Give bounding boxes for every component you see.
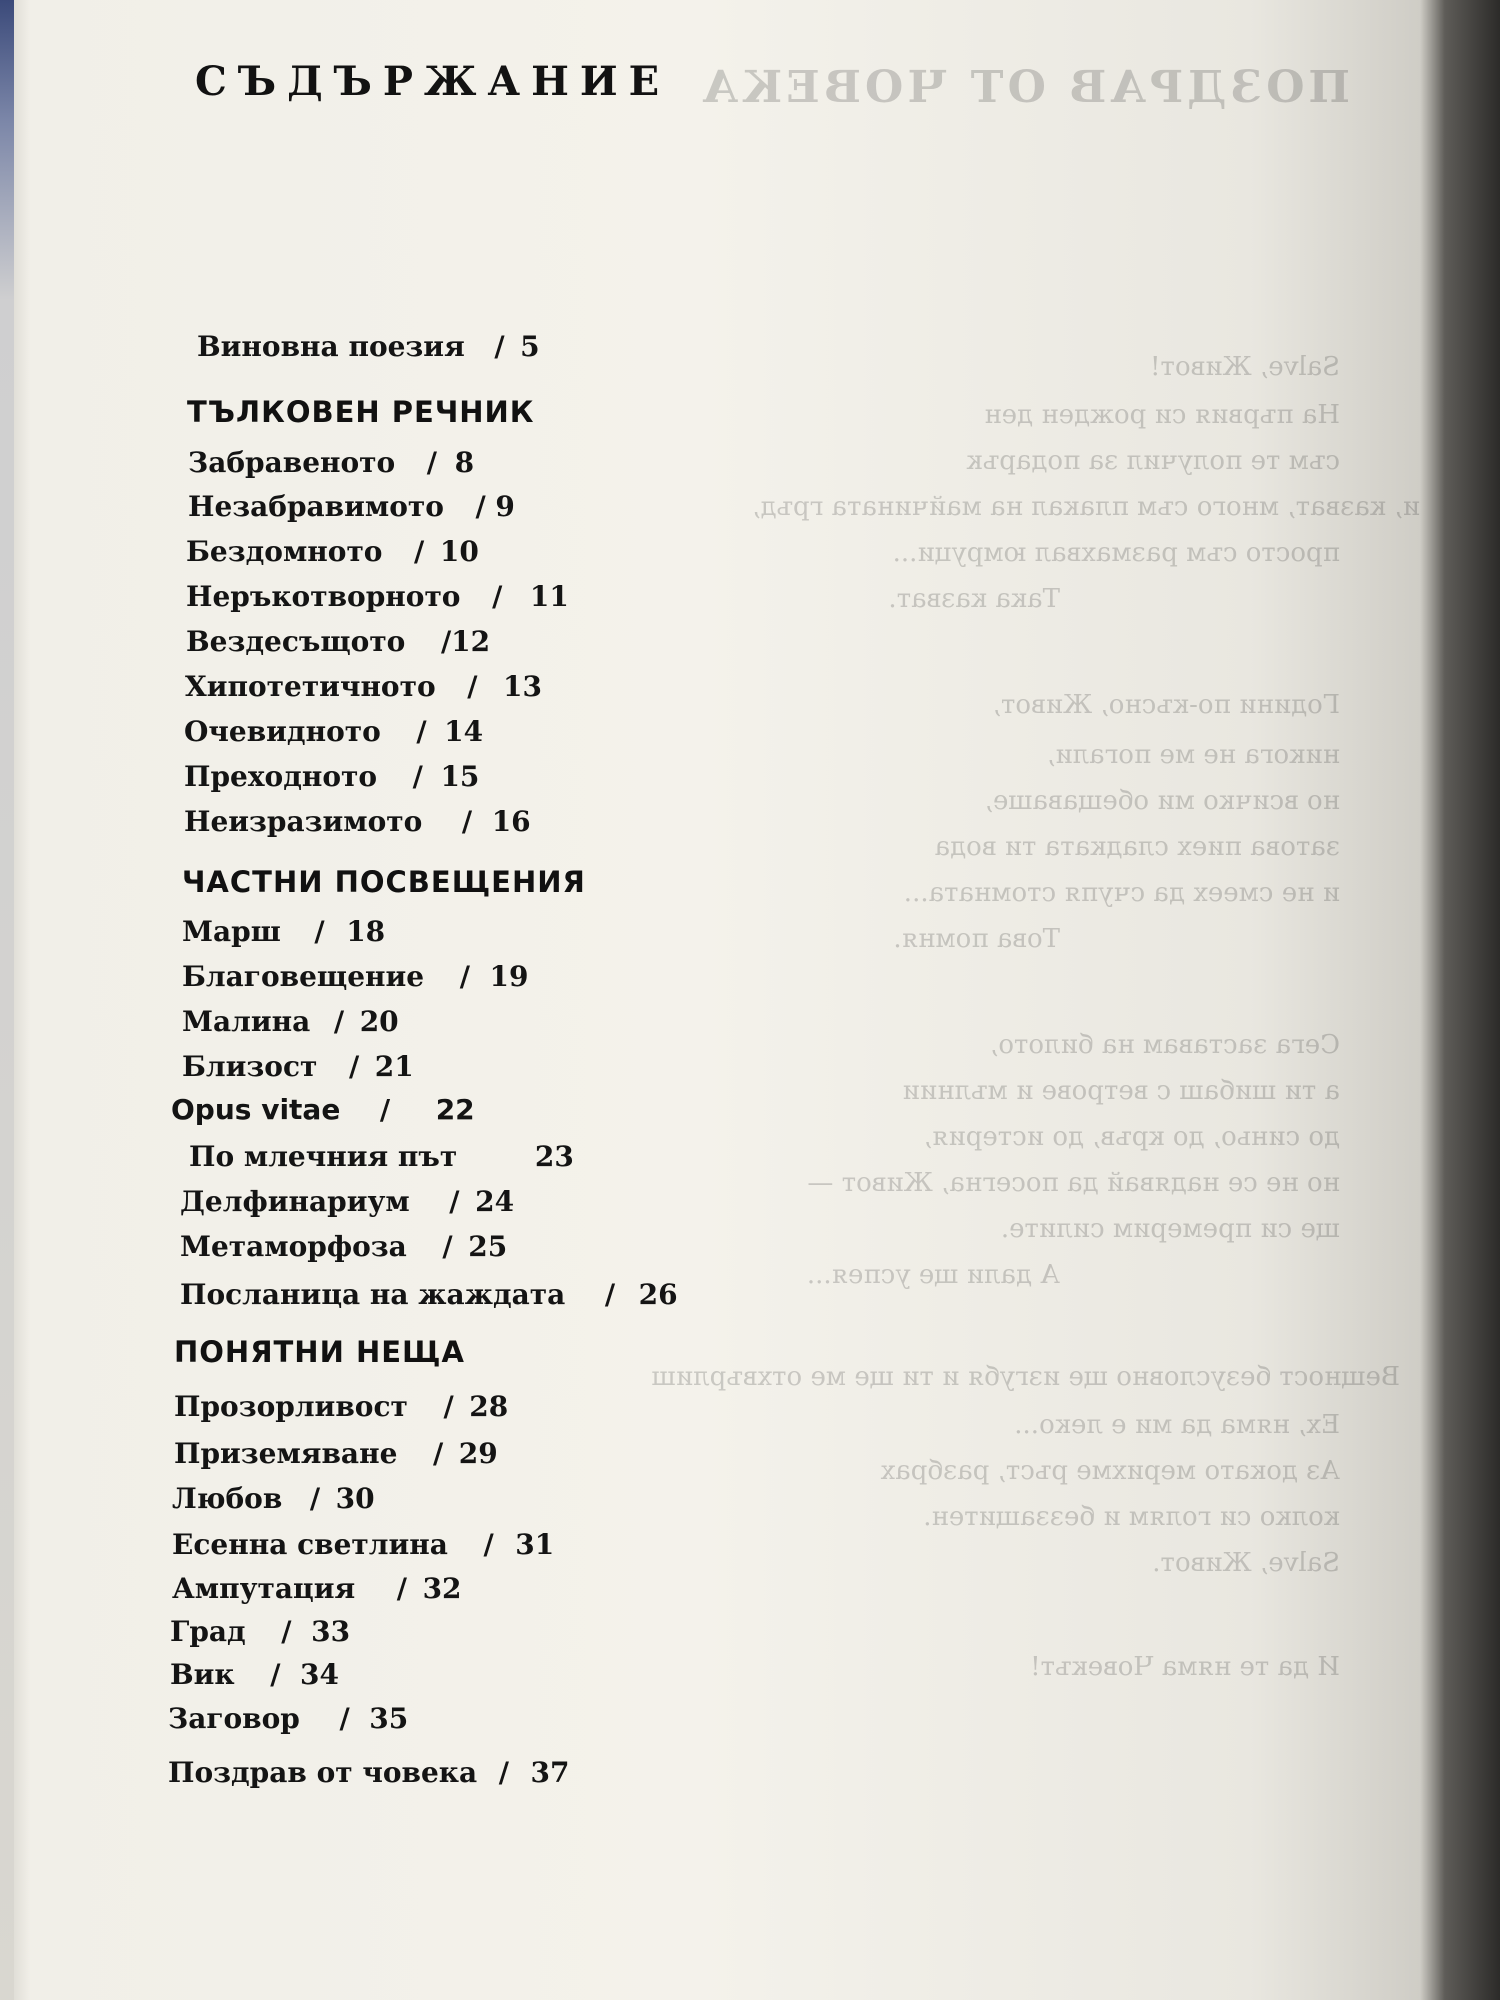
entry-page: 15 (440, 760, 480, 793)
section-heading: ТЪЛКОВЕН РЕЧНИК (187, 395, 535, 429)
toc-entry (186, 535, 479, 568)
entry-separator: / (449, 1185, 460, 1218)
entry-separator: / (348, 1050, 360, 1083)
toc-entry (172, 1482, 375, 1515)
entry-page: 23 (534, 1140, 574, 1173)
toc-entry (170, 1615, 350, 1648)
entry-separator: / (459, 960, 470, 993)
toc-entry (180, 1278, 678, 1311)
entry-page: 12 (451, 625, 491, 658)
entry-page: 19 (489, 960, 529, 993)
entry-title: Opus vitae (171, 1093, 341, 1126)
entry-page: 22 (435, 1093, 475, 1126)
entry-page: 28 (469, 1390, 509, 1423)
entry-title: Любов (172, 1482, 283, 1515)
entry-title: Очевидното (184, 715, 381, 748)
entry-separator: / (309, 1482, 321, 1515)
entry-separator: / (426, 446, 438, 479)
entry-separator: / (432, 1437, 444, 1470)
section-heading: ПОНЯТНИ НЕЩА (174, 1335, 465, 1369)
ghost-line: а ти шибаш с ветрове и мълнии (902, 1076, 1340, 1106)
toc-entry (182, 960, 528, 993)
entry-page: 29 (458, 1437, 498, 1470)
entry-separator: / (416, 715, 427, 748)
entry-page: 8 (454, 446, 475, 479)
entry-title: Вик (170, 1658, 235, 1691)
entry-page: 11 (529, 580, 569, 613)
toc-entry (180, 1185, 514, 1218)
ghost-line: и, казват, много съм плакал на майчината гръд, (752, 492, 1420, 522)
entry-page: 34 (300, 1658, 340, 1691)
ghost-line: ще си премерим силите. (1000, 1214, 1340, 1244)
ghost-line: съм те получил за подарък (966, 446, 1340, 476)
entry-separator: / (604, 1278, 616, 1311)
ghost-line: но всичко ми обещаваше, (984, 786, 1340, 816)
toc-entry (172, 1528, 554, 1561)
entry-separator: / (333, 1005, 345, 1038)
entry-page: 20 (359, 1005, 399, 1038)
section-heading: ЧАСТНИ ПОСВЕЩЕНИЯ (182, 865, 586, 899)
entry-page: 31 (515, 1528, 555, 1561)
adjacent-page-edge (0, 0, 14, 2000)
ghost-line: Така казват. (888, 584, 1060, 614)
entry-page: 9 (495, 490, 515, 523)
ghost-line: просто съм размахвал юмруци... (892, 538, 1340, 568)
entry-title: Малина (182, 1005, 311, 1038)
entry-title: Поздрав от човека (168, 1756, 478, 1789)
entry-separator: / (494, 330, 505, 363)
entry-title: Незабравимото (188, 490, 444, 523)
entry-page: 16 (491, 805, 531, 838)
entry-title: Благовещение (182, 960, 425, 993)
toc-entry (174, 1437, 498, 1470)
page-title: СЪДЪРЖАНИЕ (195, 58, 671, 105)
entry-separator: / (498, 1756, 509, 1789)
toc-entry (197, 330, 540, 363)
entry-title: Есенна светлина (172, 1528, 448, 1561)
entry-title: Метаморфоза (180, 1230, 407, 1263)
entry-separator: / (396, 1572, 407, 1605)
entry-title: Посланица на жаждата (180, 1278, 566, 1311)
ghost-line: затова пиех сладката ти вода (934, 832, 1340, 862)
ghost-line: и не смеех да счупя стомната... (903, 878, 1340, 908)
entry-separator: / (412, 760, 423, 793)
entry-separator: / (461, 805, 473, 838)
toc-entry (188, 446, 474, 479)
ghost-line: никога не ме погали, (1046, 740, 1340, 770)
toc-entry (180, 1230, 507, 1263)
toc-entry (171, 1093, 475, 1126)
entry-separator: / (339, 1702, 350, 1735)
entry-title: Ампутация (172, 1572, 356, 1605)
ghost-line: Вещност безусловно ще изгубя и ти ще ме отхвърлиш (651, 1362, 1400, 1392)
entry-title: Приземяване (174, 1437, 398, 1470)
entry-title: Неизразимото (184, 805, 423, 838)
toc-entry (184, 805, 531, 838)
toc-entry (184, 760, 479, 793)
entry-separator: / (483, 1528, 494, 1561)
toc-entry (184, 715, 483, 748)
ghost-line: Аз докато мерихме ръст, разбрах (880, 1456, 1340, 1486)
entry-page: 37 (530, 1756, 570, 1789)
toc-entry (168, 1756, 570, 1789)
entry-page: 30 (335, 1482, 375, 1515)
entry-title: Неръкотворното (186, 580, 461, 613)
ghost-line: Ех, няма да ми е леко... (1014, 1410, 1340, 1440)
entry-title: Виновна поезия (197, 330, 465, 363)
toc-entry (188, 490, 515, 523)
entry-separator: / (379, 1093, 391, 1126)
entry-title: Преходното (184, 760, 378, 793)
ghost-line: Salve, Живот! (1150, 352, 1340, 382)
entry-separator: / (442, 1230, 453, 1263)
ghost-line: Години по-късно, Живот, (992, 690, 1340, 720)
entry-separator: / (467, 670, 478, 703)
entry-title: Бездомното (186, 535, 383, 568)
toc-entry (174, 1390, 508, 1423)
entry-title: Делфинариум (180, 1185, 410, 1218)
ghost-line: И да те няма Човекът! (1030, 1652, 1340, 1682)
entry-page: 26 (638, 1278, 678, 1311)
entry-page: 5 (520, 330, 540, 363)
toc-entry (185, 670, 542, 703)
entry-page: 14 (444, 715, 484, 748)
entry-separator: / (492, 580, 503, 613)
entry-separator: / (414, 535, 425, 568)
toc-entry (182, 915, 385, 948)
entry-title: Град (170, 1615, 246, 1648)
ghost-line: до синьо, до кръв, до истерия, (923, 1122, 1340, 1152)
entry-title: Марш (182, 915, 281, 948)
entry-separator: / (314, 915, 325, 948)
ghost-line: но не се надявай да посегна, Живот — (807, 1168, 1340, 1198)
toc-entry (182, 1050, 414, 1083)
entry-page: 32 (422, 1572, 462, 1605)
entry-title: Вездесъщото (186, 625, 406, 658)
ghost-line: колко си голям и беззащитен. (923, 1502, 1340, 1532)
ghost-line: Salve, Живот. (1152, 1548, 1340, 1578)
entry-separator: / (281, 1615, 292, 1648)
entry-page: 21 (374, 1050, 414, 1083)
entry-title: Близост (182, 1050, 318, 1083)
entry-page: 33 (311, 1615, 351, 1648)
toc-entry (168, 1702, 408, 1735)
toc-entry (189, 1140, 574, 1173)
entry-page: 35 (369, 1702, 409, 1735)
entry-title: Забравеното (188, 446, 396, 479)
toc-entry (186, 625, 490, 658)
toc-entry (170, 1658, 339, 1691)
entry-page: 24 (475, 1185, 515, 1218)
entry-page: 25 (468, 1230, 508, 1263)
entry-title: Заговор (168, 1702, 300, 1735)
entry-title: Хипотетичното (185, 670, 436, 703)
entry-separator: / (440, 625, 452, 658)
entry-separator: / (443, 1390, 454, 1423)
ghost-line: Сега заставам на билото, (990, 1030, 1340, 1060)
entry-page: 18 (346, 915, 386, 948)
ghost-line: А дали ще успея... (806, 1260, 1060, 1290)
entry-page: 10 (439, 535, 479, 568)
entry-separator: / (270, 1658, 281, 1691)
ghost-line: Това помня. (893, 924, 1060, 954)
toc-entry (182, 1005, 399, 1038)
entry-title: По млечния път (189, 1140, 458, 1173)
entry-separator: / (475, 490, 486, 523)
entry-page: 13 (503, 670, 542, 703)
toc-entry (186, 580, 569, 613)
entry-title: Прозорливост (174, 1390, 408, 1423)
toc-entry (172, 1572, 462, 1605)
ghost-title: ПОЗДРАВ ОТ ЧОВЕКА (698, 62, 1350, 113)
ghost-line: На първия си рожден ден (984, 400, 1340, 430)
